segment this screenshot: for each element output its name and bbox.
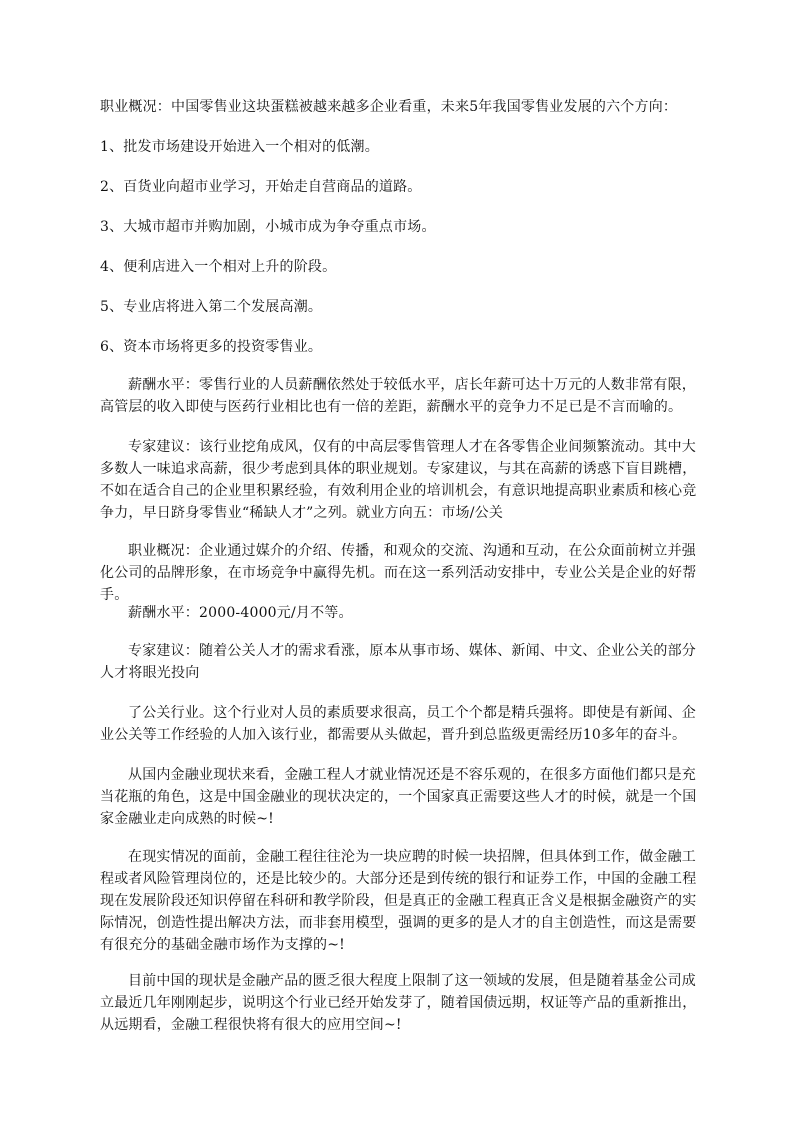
list-item-5: 5、专业店将进入第二个发展高潮。 — [100, 299, 323, 315]
list-item-2: 2、百货业向超市业学习，开始走自营商品的道路。 — [100, 179, 422, 195]
list-item-1: 1、批发市场建设开始进入一个相对的低潮。 — [100, 139, 379, 155]
paragraph-finance-status: 从国内金融业现状来看，金融工程人才就业情况还是不容乐观的，在很多方面他们都只是充当花瓶的角色，这是中国金融业的现状决定的，一个国家真正需要这些人才的时候，就是一个国家金融业走向成熟的时候~! — [100, 767, 697, 827]
paragraph-retail-advice: 专家建议：该行业挖角成风，仅有的中高层零售管理人才在各零售企业间频繁流动。其中大多数人一味追求高薪，很少考虑到具体的职业规划。专家建议，与其在高薪的诱惑下盲目跳槽，不如在适合自己的企业里积累经验，有效利用企业的培训机会，有意识地提高职业素质和核心竞争力，早日跻身零售业“稀缺人才”之列。就业方向五：市场/公关 — [100, 439, 697, 521]
paragraph-retail-salary: 薪酬水平：零售行业的人员薪酬依然处于较低水平，店长年薪可达十万元的人数非常有限，高管层的收入即使与医药行业相比也有一倍的差距，薪酬水平的竞争力不足已是不言而喻的。 — [100, 377, 696, 415]
paragraph-pr-continued: 了公关行业。这个行业对人员的素质要求很高，员工个个都是精兵强将。即使是有新闻、企业公关等工作经验的人加入该行业，都需要从头做起，晋升到总监级更需经历10多年的奋斗。 — [100, 705, 696, 743]
list-item-4: 4、便利店进入一个相对上升的阶段。 — [100, 259, 337, 275]
paragraph-retail-overview: 职业概况：中国零售业这块蛋糕被越来越多企业看重，未来5年我国零售业发展的六个方向： — [100, 99, 678, 115]
list-item-3: 3、大城市超市并购加剧，小城市成为争夺重点市场。 — [100, 219, 436, 235]
list-item-6: 6、资本市场将更多的投资零售业。 — [100, 339, 323, 355]
paragraph-pr-salary: 薪酬水平：2000-4000元/月不等。 — [128, 605, 353, 621]
paragraph-finance-reality: 在现实情况的面前，金融工程往往沦为一块应聘的时候一块招牌，但具体到工作，做金融工程或者风险管理岗位的，还是比较少的。大部分还是到传统的银行和证券工作，中国的金融工程现在发展阶段还知识停留在科研和教学阶段，但是真正的金融工程真正含义是根据金融资产的实际情况，创造性提出解决方法，而非套用模型，强调的更多的是人才的自主创造性，而这是需要有很充分的基础金融市场作为支撑的~! — [100, 849, 697, 953]
paragraph-pr-overview: 职业概况：企业通过媒介的介绍、传播，和观众的交流、沟通和互动，在公众面前树立并强化公司的品牌形象，在市场竞争中赢得先机。而在这一系列活动安排中，专业公关是企业的好帮手。 — [100, 543, 697, 603]
paragraph-pr-advice: 专家建议：随着公关人才的需求看涨，原本从事市场、媒体、新闻、中文、企业公关的部分人才将眼光投向 — [100, 643, 696, 681]
paragraph-finance-outlook: 目前中国的现状是金融产品的匮乏很大程度上限制了这一领域的发展，但是随着基金公司成立最近几年刚刚起步，说明这个行业已经开始发芽了，随着国债远期，权证等产品的重新推出，从远期看，金融工程很快将有很大的应用空间~! — [100, 973, 697, 1033]
